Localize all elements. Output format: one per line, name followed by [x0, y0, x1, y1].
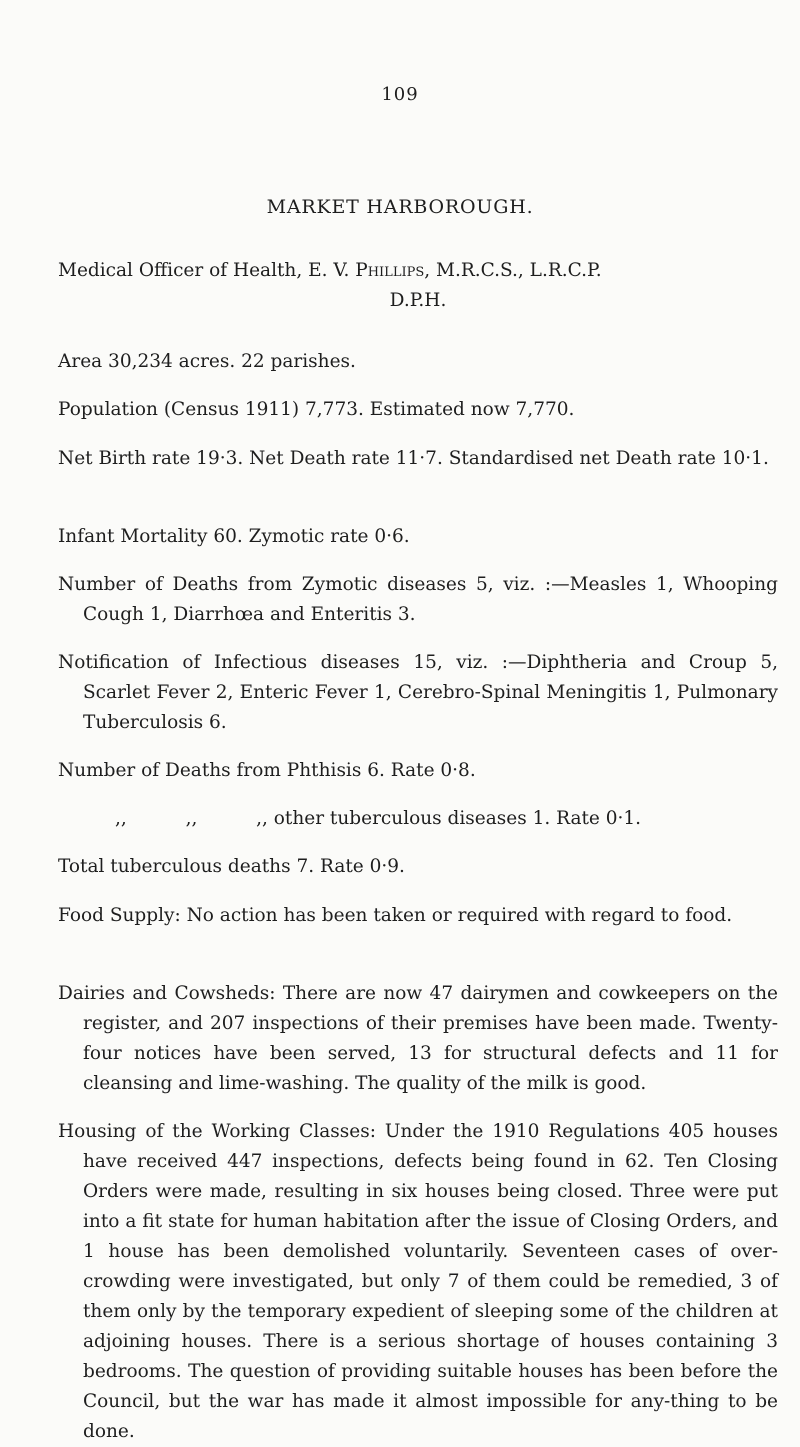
medical-officer-line: [58, 256, 778, 316]
page-number: 109: [381, 84, 419, 105]
other-tuberculous-line: ,, ,, ,, other tuberculous diseases 1. Rate 0·1.: [115, 808, 642, 829]
phthisis-paragraph: Number of Deaths from Phthisis 6. Rate 0·8.: [58, 760, 476, 781]
housing-paragraph: Housing of the Working Classes: Under the 1910 Regulations 405 houses have received 447 inspections, defects being found in 62. Ten Closing Orders were made, resulting in six houses being closed. Three were put into a fit state for human habitation after the issue of Closing Orders, and 1 house has been demolished voluntarily. Seventeen cases of over-crowding were investigated, but only 7 of them could be remedied, 3 of them only by the temporary expedient of sleeping some of the children at adjoining houses. There is a serious shortage of houses containing 3 bedrooms. The question of providing suitable houses has been before the Council, but the war has made it almost impossible for any-thing to be done.: [58, 1121, 778, 1442]
officer-qualification: D.P.H.: [389, 290, 447, 311]
zymotic-deaths-paragraph: Number of Deaths from Zymotic diseases 5, viz. :—Measles 1, Whooping Cough 1, Diarrhœa and Enteritis 3.: [58, 574, 778, 625]
population-paragraph: Population (Census 1911) 7,773. Estimated now 7,770.: [58, 399, 575, 420]
notification-paragraph: Notification of Infectious diseases 15, viz. :—Diphtheria and Croup 5, Scarlet Fever 2, Enteric Fever 1, Cerebro-Spinal Meningitis 1, Pulmonary Tuberculosis 6.: [58, 652, 778, 733]
total-tuberculous-paragraph: Total tuberculous deaths 7. Rate 0·9.: [58, 856, 405, 877]
officer-name: Phillips: [355, 260, 425, 281]
section-title: MARKET HARBOROUGH.: [266, 196, 534, 218]
area-paragraph: Area 30,234 acres. 22 parishes.: [58, 351, 356, 372]
food-supply-paragraph: Food Supply: No action has been taken or required with regard to food.: [58, 905, 733, 926]
officer-prefix: Medical Officer of Health, E. V.: [58, 260, 356, 281]
dairies-paragraph: Dairies and Cowsheds: There are now 47 dairymen and cowkeepers on the register, and 207 inspections of their premises have been made. Twenty-four notices have been served, 13 for structural defects and 11 for cleansing and lime-washing. The quality of the milk is good.: [58, 983, 778, 1094]
rates-paragraph: Net Birth rate 19·3. Net Death rate 11·7. Standardised net Death rate 10·1.: [58, 448, 769, 469]
infant-mortality-paragraph: Infant Mortality 60. Zymotic rate 0·6.: [58, 526, 410, 547]
officer-suffix: , M.R.C.S., L.R.C.P.: [424, 260, 602, 281]
